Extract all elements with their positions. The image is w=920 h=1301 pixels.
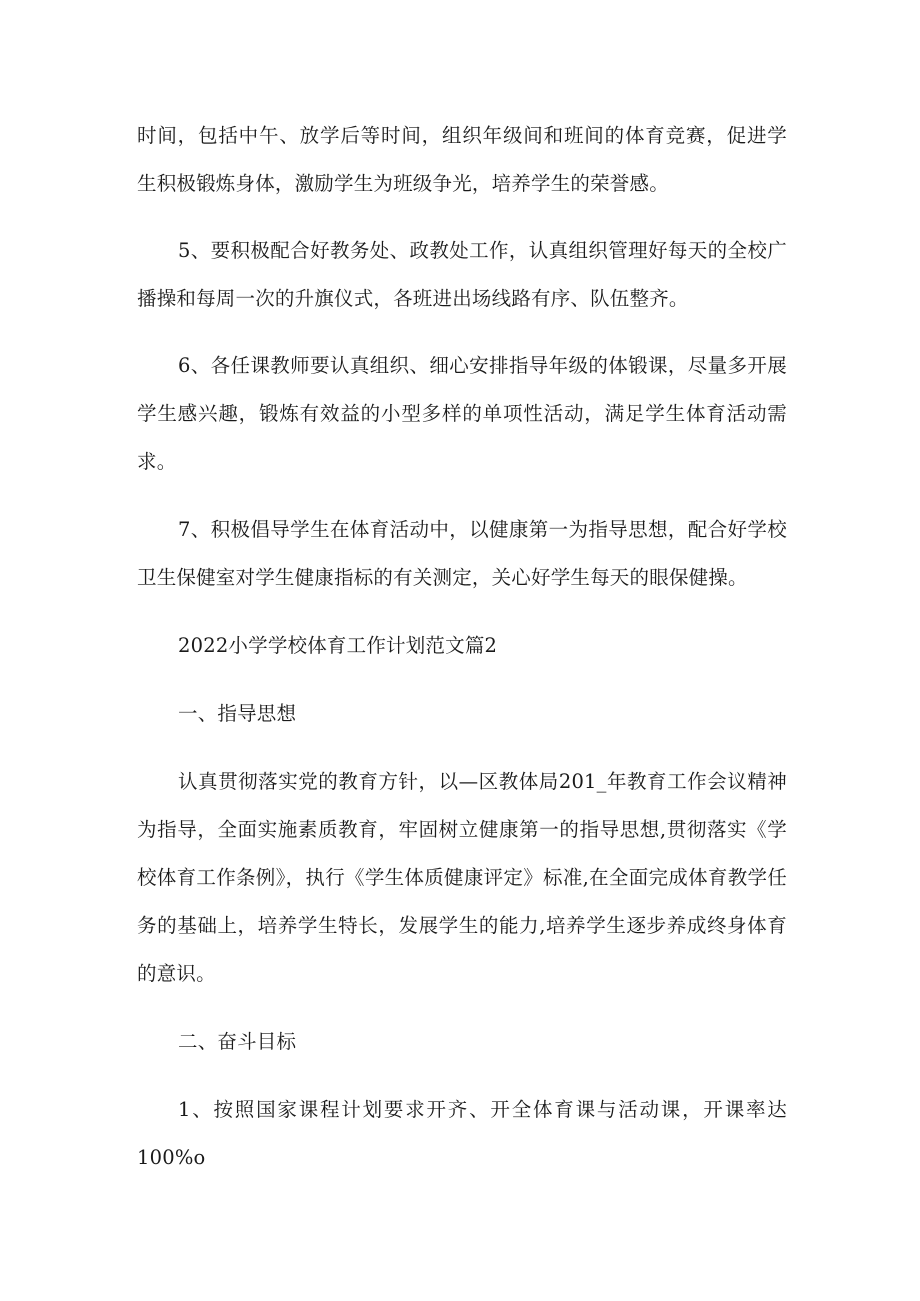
paragraph-item-7: 7、积极倡导学生在体育活动中，以健康第一为指导思想，配合好学校卫生保健室对学生健康指标的有关测定，关心好学生每天的眼保健操。	[137, 518, 787, 589]
section-title: 2022小学学校体育工作计划范文篇2	[178, 634, 498, 657]
paragraph-goal-1: 1、按照国家课程计划要求开齐、开全体育课与活动课，开课率达100%o	[137, 1098, 787, 1169]
paragraph-item-6: 6、各任课教师要认真组织、细心安排指导年级的体锻课，尽量多开展学生感兴趣，锻炼有效益的小型多样的单项性活动，满足学生体育活动需求。	[137, 354, 787, 473]
paragraph-continuation: 时间，包括中午、放学后等时间，组织年级间和班间的体育竞赛，促进学生积极锻炼身体，激励学生为班级争光，培养学生的荣誉感。	[137, 124, 787, 195]
heading-goals: 二、奋斗目标	[178, 1030, 297, 1053]
paragraph-guiding-ideology: 认真贯彻落实党的教育方针，以—区教体局201_年教育工作会议精神为指导，全面实施素质教育，牢固树立健康第一的指导思想,贯彻落实《学校体育工作条例》，执行《学生体质健康评定》标准,在全面完成体育教学任务的基础上，培养学生特长，发展学生的能力,培养学生逐步养成终身体育的意识。	[137, 770, 787, 985]
paragraph-item-5: 5、要积极配合好教务处、政教处工作，认真组织管理好每天的全校广播操和每周一次的升旗仪式，各班进出场线路有序、队伍整齐。	[137, 239, 787, 310]
heading-guiding-ideology: 一、指导思想	[178, 702, 297, 725]
